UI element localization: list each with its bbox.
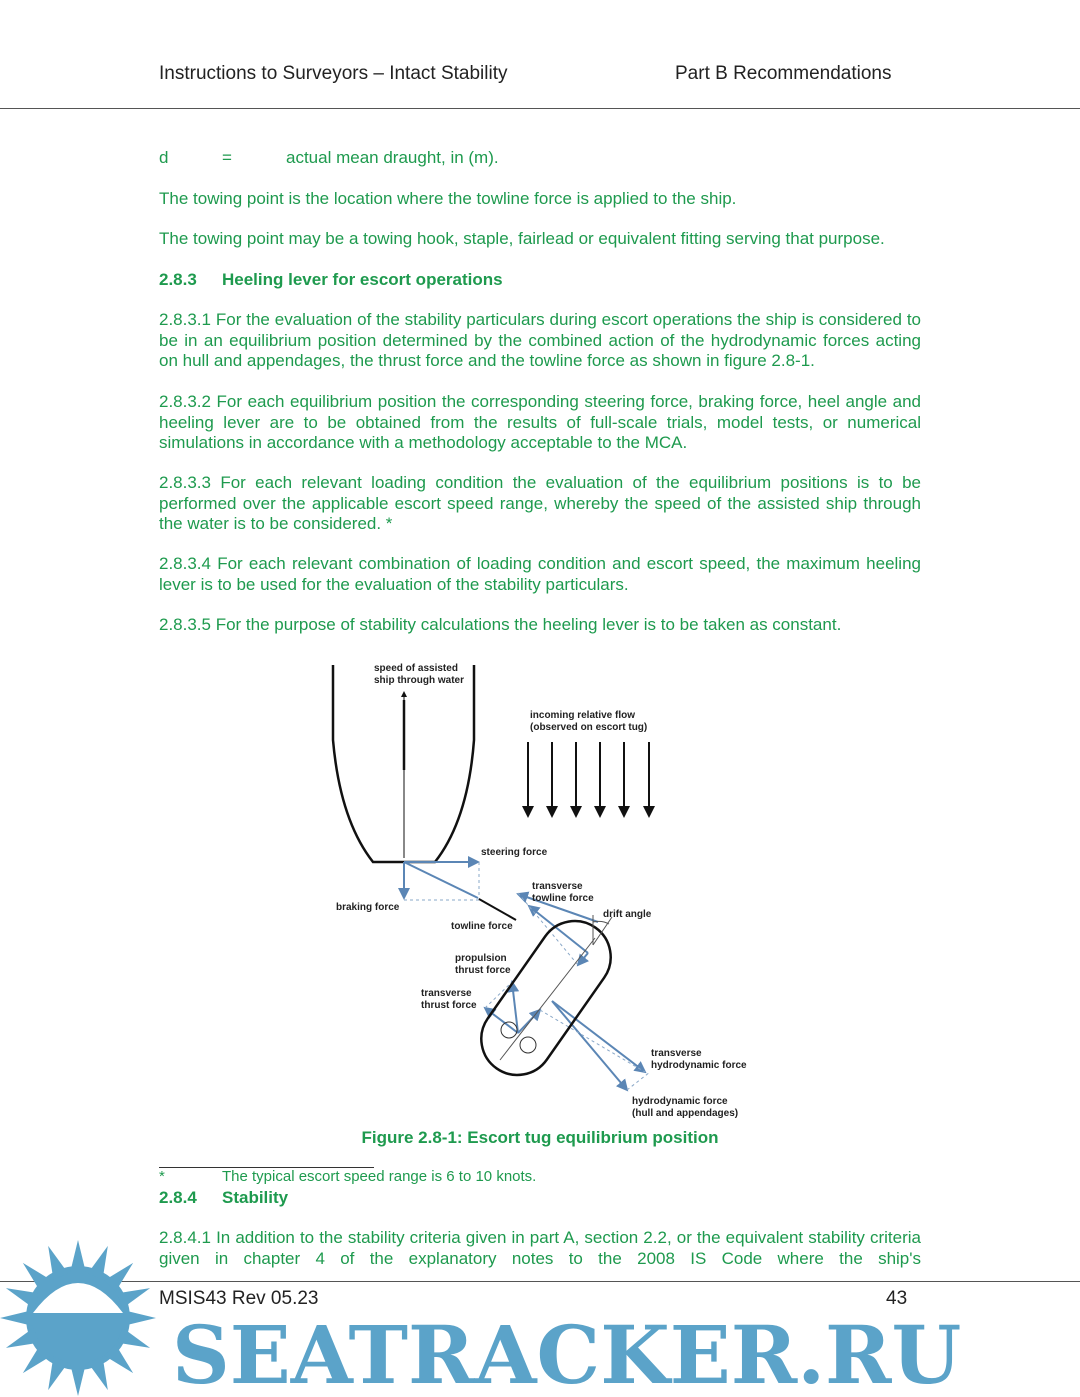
paragraph: 2.8.3.4 For each relevant combination of loading condition and escort speed, the maximum heeling lever is to be used for the evaluation of the stability particulars.: [159, 554, 921, 594]
page-number: 43: [886, 1288, 908, 1309]
flow-arrows: [528, 742, 649, 816]
paragraph: The towing point may be a towing hook, staple, fairlead or equivalent fitting serving that purpose.: [159, 229, 885, 248]
label-braking: braking force: [336, 902, 400, 913]
sun-logo-icon: [0, 1238, 165, 1397]
header-part: Part B Recommendations: [675, 63, 892, 84]
header-title: Instructions to Surveyors – Intact Stability: [159, 63, 508, 84]
paragraph: 2.8.4.1 In addition to the stability criteria given in part A, section 2.2, or the equivalent stability criteria given in chapter 4 of the explanatory notes to the 2008 IS Code where the ship's: [159, 1228, 921, 1268]
footnote-text: The typical escort speed range is 6 to 10 knots.: [222, 1168, 537, 1185]
def-text: actual mean draught, in (m).: [286, 148, 499, 167]
section-heading: Stability: [222, 1188, 289, 1207]
footnote-mark: *: [159, 1168, 165, 1185]
paragraph: The towing point is the location where the towline force is applied to the ship.: [159, 189, 737, 208]
label-flow: incoming relative flow (observed on escort tug): [530, 710, 648, 733]
towline-rope: [479, 899, 516, 920]
paragraph: 2.8.3.3 For each relevant loading condition the evaluation of the equilibrium positions is to be performed over the applicable escort speed range, whereby the speed of the assisted ship through the water is to be considered. *: [159, 473, 921, 533]
label-transverse-hydro: transverse hydrodynamic force: [651, 1048, 747, 1071]
section-number: 2.8.4: [159, 1188, 197, 1207]
label-propulsion: propulsion thrust force: [455, 953, 511, 976]
footer-doc-id: MSIS43 Rev 05.23: [159, 1288, 319, 1309]
hydrodynamic-force-arrow: [552, 1001, 627, 1090]
label-speed: speed of assisted ship through water: [374, 663, 464, 686]
paragraph: 2.8.3.1 For the evaluation of the stability particulars during escort operations the ship is considered to be in an equilibrium position determined by the combined action of the hydrodynamic forces acting on hull and appendages, the thrust force and the towline force as shown in figure 2.8-1.: [159, 310, 921, 370]
figure-caption: Figure 2.8-1: Escort tug equilibrium position: [361, 1128, 719, 1147]
escort-tug-hull: [467, 907, 625, 1089]
paragraph: 2.8.3.5 For the purpose of stability calculations the heeling lever is to be taken as constant.: [159, 615, 842, 634]
watermark: SEATRACKER.RU: [172, 1308, 962, 1397]
section-number: 2.8.3: [159, 270, 197, 289]
label-transverse-thrust: transverse thrust force: [421, 988, 477, 1011]
label-drift: drift angle: [603, 909, 652, 920]
label-steering: steering force: [481, 847, 548, 858]
paragraph: 2.8.3.2 For each equilibrium position the corresponding steering force, braking force, heel angle and heeling lever are to be obtained from the results of full-scale trials, model tests, or numerical simulations in accordance with a methodology acceptable to the MCA.: [159, 392, 921, 452]
transverse-hydro-arrow: [552, 1001, 645, 1072]
label-hydrodynamic: hydrodynamic force (hull and appendages): [632, 1096, 739, 1119]
def-eq: =: [222, 148, 232, 167]
def-symbol: d: [159, 148, 169, 167]
section-heading: Heeling lever for escort operations: [222, 270, 503, 289]
label-transverse-towline: transverse towline force: [532, 881, 594, 904]
towline-line: [404, 862, 478, 898]
drift-angle-arc: [593, 921, 609, 924]
label-towline: towline force: [451, 921, 513, 932]
